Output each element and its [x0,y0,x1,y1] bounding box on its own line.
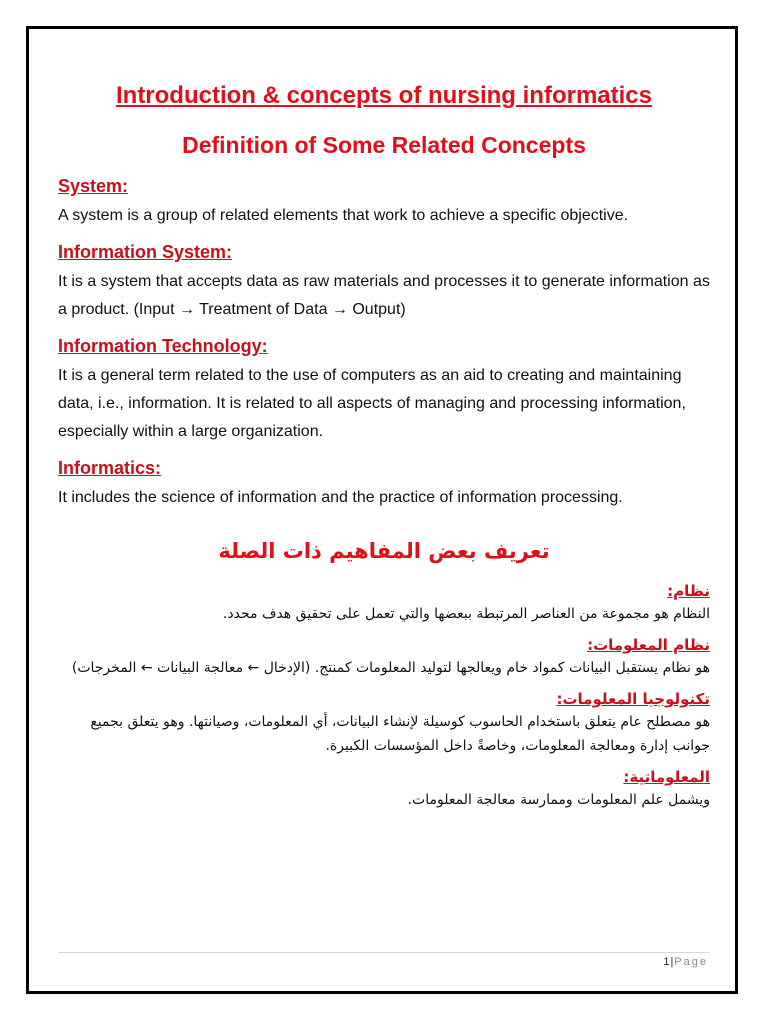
section-heading: Information Technology: [58,336,268,356]
arabic-section-informatics [58,766,710,812]
section-heading: Information System: [58,242,233,262]
section-heading: System: [58,176,129,196]
section-body: It includes the science of information and the practice of information processing. [58,489,623,506]
page-label: Page [674,956,708,968]
arabic-section-body: ويشمل علم المعلومات وممارسة معالجة المعلومات. [407,792,710,808]
footer-separator: | [670,956,675,968]
arabic-section-heading: نظام المعلومات: [587,636,710,654]
section-system [58,174,710,230]
arabic-section-body: هو نظام يستقبل البيانات كمواد خام ويعالجها لتوليد المعلومات كمنتج. (الإدخال ← معالجة البيانات ← المخرجات) [71,660,710,676]
arabic-section-heading: المعلوماتية: [623,768,710,786]
arabic-title: تعريف بعض المفاهيم ذات الصلة [218,539,550,563]
section-information-technology [58,334,710,446]
page-footer [663,956,708,968]
arabic-section-body: النظام هو مجموعة من العناصر المرتبطة ببعضها والتي تعمل على تحقيق هدف محدد. [222,606,710,622]
document-title: Introduction & concepts of nursing informatics [115,82,652,109]
section-body: A system is a group of related elements that work to achieve a specific objective. [58,207,629,224]
arabic-section-information-technology [58,688,710,758]
arabic-section-system [58,580,710,626]
footer-divider [58,952,710,953]
section-informatics [58,456,710,512]
arabic-section-heading: نظام: [667,582,710,600]
document-subtitle: Definition of Some Related Concepts [182,132,586,158]
page-number: 1 [663,956,671,968]
document-content [58,80,710,820]
arabic-section-body: هو مصطلح عام يتعلق باستخدام الحاسوب كوسيلة لإنشاء البيانات، أي المعلومات، وصيانتها. وهو يتعلق بجميع جوانب إدارة ومعالجة المعلومات، وخاصةً داخل المؤسسات الكبيرة. [90,714,710,754]
arabic-section-information-system [58,634,710,680]
arabic-section-heading: تكنولوجيا المعلومات: [556,690,710,708]
section-body: It is a system that accepts data as raw materials and processes it to generate information as a product. (Input → Treatment of Data → Output) [58,273,710,318]
section-body: It is a general term related to the use of computers as an aid to creating and maintaining data, i.e., information. It is related to all aspects of managing and processing information, especially within a large organization. [58,367,686,440]
section-information-system [58,240,710,324]
section-heading: Informatics: [58,458,162,478]
